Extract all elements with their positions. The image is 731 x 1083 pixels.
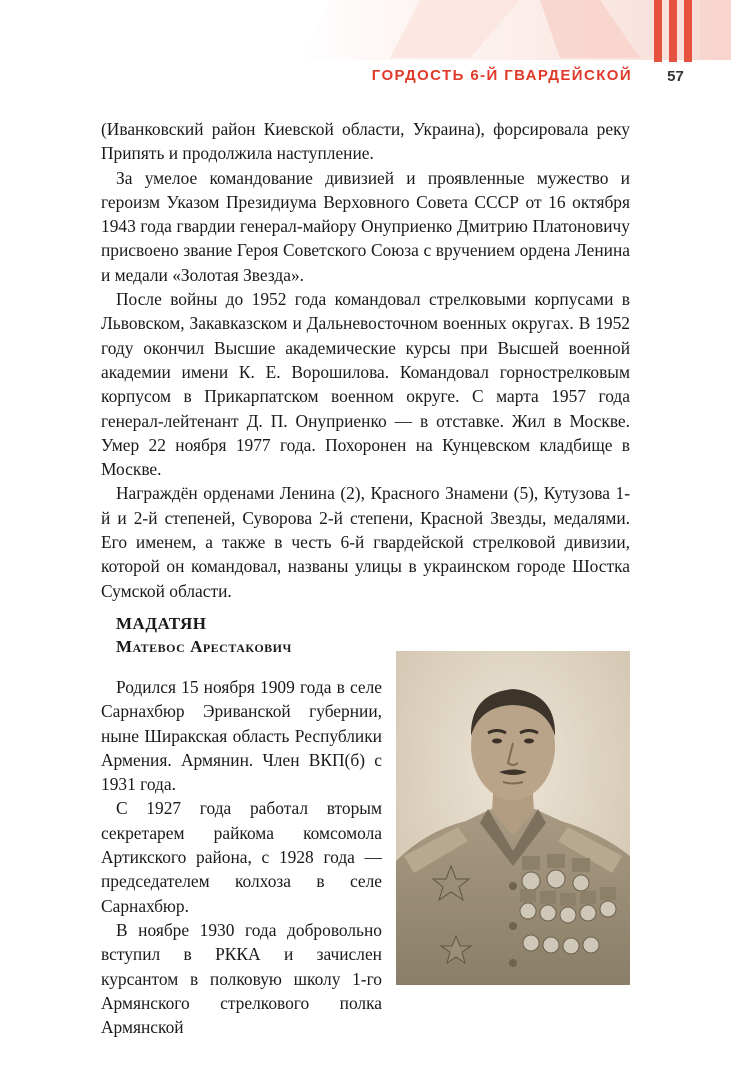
entry-surname: МАДАТЯН — [116, 614, 207, 633]
portrait-photo — [396, 651, 630, 985]
running-header — [0, 62, 731, 92]
paragraph: За умелое командование дивизией и проявленные мужество и героизм Указом Президиума Верховного Совета СССР от 16 октября 1943 года гвардии генерал-майору Онуприенко Дмитрию Платоновичу присвоено звание Героя Советского Союза с вручением ордена Ленина и медали «Золотая Звезда». — [101, 167, 630, 285]
paragraph: (Иванковский район Киевской области, Украина), форсировала реку Припять и продолжила наступление. — [101, 119, 630, 164]
paragraph: Родился 15 ноября 1909 года в селе Сарнахбюр Эриванской губернии, ныне Ширакская область Республики Армения. Армянин. Член ВКП(б) с 1931 года. — [101, 677, 382, 795]
running-header-title: ГОРДОСТЬ 6-Й ГВАРДЕЙСКОЙ — [371, 67, 632, 84]
portrait-illustration — [396, 651, 630, 985]
header-decoration — [0, 0, 731, 110]
biography-heading — [116, 612, 292, 658]
paragraph: Награждён орденами Ленина (2), Красного Знамени (5), Кутузова 1-й и 2-й степеней, Суворова 2-й степени, Красной Звезды, медалями. Его именем, а также в честь 6-й гвардейской стрелковой дивизии, которой он командовал, названы улицы в украинском городе Шостка Сумской области. — [101, 483, 630, 601]
paragraph: С 1927 года работал вторым секретарем райкома комсомола Артикского района, с 1928 года — председателем колхоза в селе Сарнахбюр. — [101, 798, 382, 916]
page-number: 57 — [654, 62, 697, 92]
paragraph: В ноябре 1930 года добровольно вступил в РККА и зачислен курсантом в полковую школу 1-го Армянского стрелкового полка Армянской — [101, 919, 382, 1038]
biography-text — [101, 675, 382, 1039]
main-text — [101, 117, 630, 603]
paragraph: После войны до 1952 года командовал стрелковыми корпусами в Львовском, Закавказском и Дальневосточном военных округах. В 1952 году окончил Высшие академические курсы при Высшей военной академии имени К. Е. Ворошилова. Командовал горнострелковым корпусом в Прикарпатском военном округе. С марта 1957 года генерал-лейтенант Д. П. Онуприенко — в отставке. Жил в Москве. Умер 22 ноября 1977 года. Похоронен на Кунцевском кладбище в Москве. — [101, 289, 630, 480]
entry-given-names: Матевос Арестакович — [116, 637, 292, 656]
